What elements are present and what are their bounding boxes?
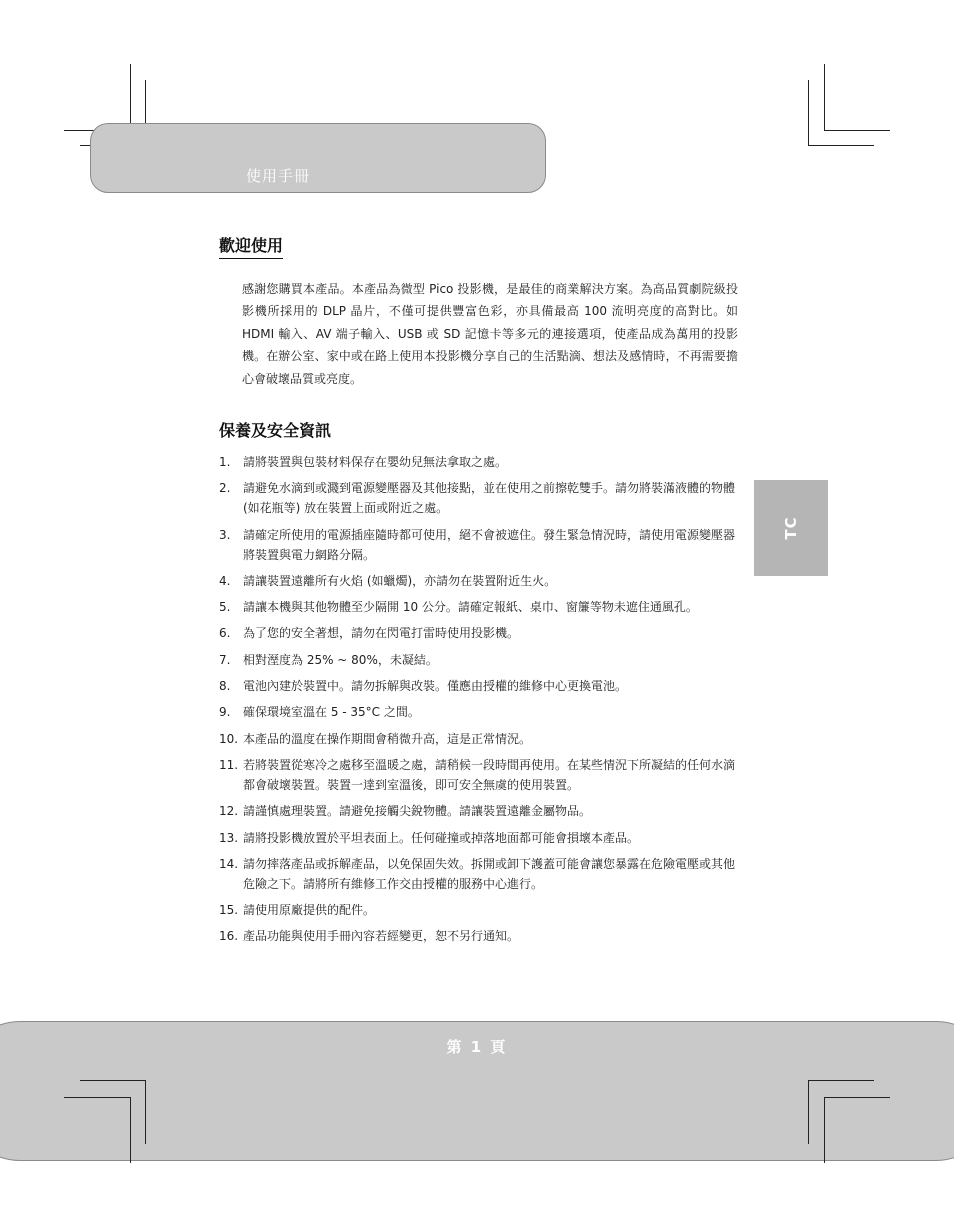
list-text: 確保環境室溫在 5 - 35°C 之間。: [243, 705, 420, 720]
crop-mark: [824, 130, 890, 131]
crop-mark: [808, 80, 809, 146]
crop-mark: [145, 1080, 146, 1144]
list-number: 16.: [219, 929, 239, 944]
list-item: [219, 452, 739, 472]
list-number: 7.: [219, 652, 231, 667]
list-item: [219, 571, 739, 591]
list-item: [219, 676, 739, 696]
side-tab-label: TC: [782, 516, 800, 540]
list-item: [219, 854, 739, 894]
crop-mark: [130, 1097, 131, 1163]
list-number: 5.: [219, 600, 231, 615]
list-text: 若將裝置從寒冷之處移至溫暖之處，請稍候一段時間再使用。在某些情況下所凝結的任何水滴都會破壞裝置。裝置一達到室溫後，即可安全無虞的使用裝置。: [243, 757, 736, 792]
list-text: 請避免水滴到或濺到電源變壓器及其他接點，並在使用之前擦乾雙手。請勿將裝滿液體的物體 (如花瓶等) 放在裝置上面或附近之處。: [243, 481, 736, 516]
list-item: [219, 729, 739, 749]
list-item: [219, 828, 739, 848]
crop-mark: [808, 1080, 809, 1144]
header-title: 使用手冊: [246, 167, 311, 185]
list-number: 13.: [219, 830, 239, 845]
list-number: 8.: [219, 679, 231, 694]
list-item: [219, 801, 739, 821]
list-text: 為了您的安全著想，請勿在閃電打雷時使用投影機。: [243, 626, 520, 641]
page-number: 第 1 頁: [446, 1038, 508, 1056]
list-text: 請將裝置與包裝材料保存在嬰幼兒無法拿取之處。: [243, 455, 508, 469]
list-number: 4.: [219, 573, 231, 588]
header-tab: [90, 123, 546, 193]
list-text: 請確定所使用的電源插座隨時都可使用，絕不會被遮住。發生緊急情況時，請使用電源變壓器將裝置與電力網路分隔。: [243, 527, 736, 562]
list-text: 請使用原廠提供的配件。: [243, 903, 376, 918]
list-number: 1.: [219, 455, 231, 469]
side-language-tab: [754, 480, 828, 576]
list-item: [219, 597, 739, 617]
list-number: 10.: [219, 731, 239, 746]
list-item: [219, 926, 739, 946]
list-text: 請讓本機與其他物體至少隔開 10 公分。請確定報紙、桌巾、窗簾等物未遮住通風孔。: [243, 600, 698, 615]
list-item: [219, 478, 739, 518]
list-text: 請謹慎處理裝置。請避免接觸尖銳物體。請讓裝置遠離金屬物品。: [243, 804, 592, 819]
list-number: 12.: [219, 804, 239, 819]
safety-list: [219, 452, 739, 953]
safety-heading: 保養及安全資訊: [219, 421, 332, 440]
list-number: 3.: [219, 527, 231, 542]
list-item: [219, 623, 739, 643]
list-number: 14.: [219, 856, 239, 871]
list-number: 6.: [219, 626, 231, 641]
crop-mark: [824, 1097, 890, 1098]
list-item: [219, 900, 739, 920]
welcome-heading: 歡迎使用: [219, 233, 283, 259]
list-text: 請將投影機放置於平坦表面上。任何碰撞或掉落地面都可能會損壞本產品。: [243, 830, 640, 845]
list-text: 請讓裝置遠離所有火焰 (如蠟燭)，亦請勿在裝置附近生火。: [243, 573, 557, 588]
list-number: 11.: [219, 757, 239, 772]
crop-mark: [808, 1080, 874, 1081]
crop-mark: [130, 64, 131, 130]
list-text: 請勿摔落產品或拆解產品，以免保固失效。拆開或卸下護蓋可能會讓您暴露在危險電壓或其他危險之下。請將所有維修工作交由授權的服務中心進行。: [243, 856, 736, 891]
list-number: 2.: [219, 481, 231, 496]
list-text: 本產品的溫度在操作期間會稍微升高，這是正常情況。: [243, 731, 532, 746]
list-number: 15.: [219, 903, 239, 918]
list-item: [219, 702, 739, 722]
list-item: [219, 525, 739, 565]
crop-mark: [824, 64, 825, 130]
crop-mark: [808, 145, 874, 146]
list-item: [219, 755, 739, 795]
list-item: [219, 650, 739, 670]
list-text: 電池內建於裝置中。請勿拆解與改裝。僅應由授權的維修中心更換電池。: [243, 679, 628, 694]
welcome-paragraph: 感謝您購買本產品。本產品為微型 Pico 投影機，是最佳的商業解決方案。為高品質劇院級投影機所採用的 DLP 晶片，不僅可提供豐富色彩，亦具備最高 100 流明亮度的高對比。如 HDMI 輸入、AV 端子輸入、USB 或 SD 記憶卡等多元的連接選項，使產品成為萬用的投影機。在辦公室、家中或在路上使用本投影機分享自己的生活點滴、想法及感情時，不再需要擔心會破壞品質或亮度。: [242, 282, 738, 386]
crop-mark: [824, 1097, 825, 1163]
list-number: 9.: [219, 705, 231, 720]
list-text: 相對溼度為 25% ~ 80%，未凝結。: [243, 652, 438, 667]
crop-mark: [64, 1097, 130, 1098]
list-text: 產品功能與使用手冊內容若經變更，恕不另行通知。: [243, 929, 520, 944]
crop-mark: [80, 1080, 146, 1081]
